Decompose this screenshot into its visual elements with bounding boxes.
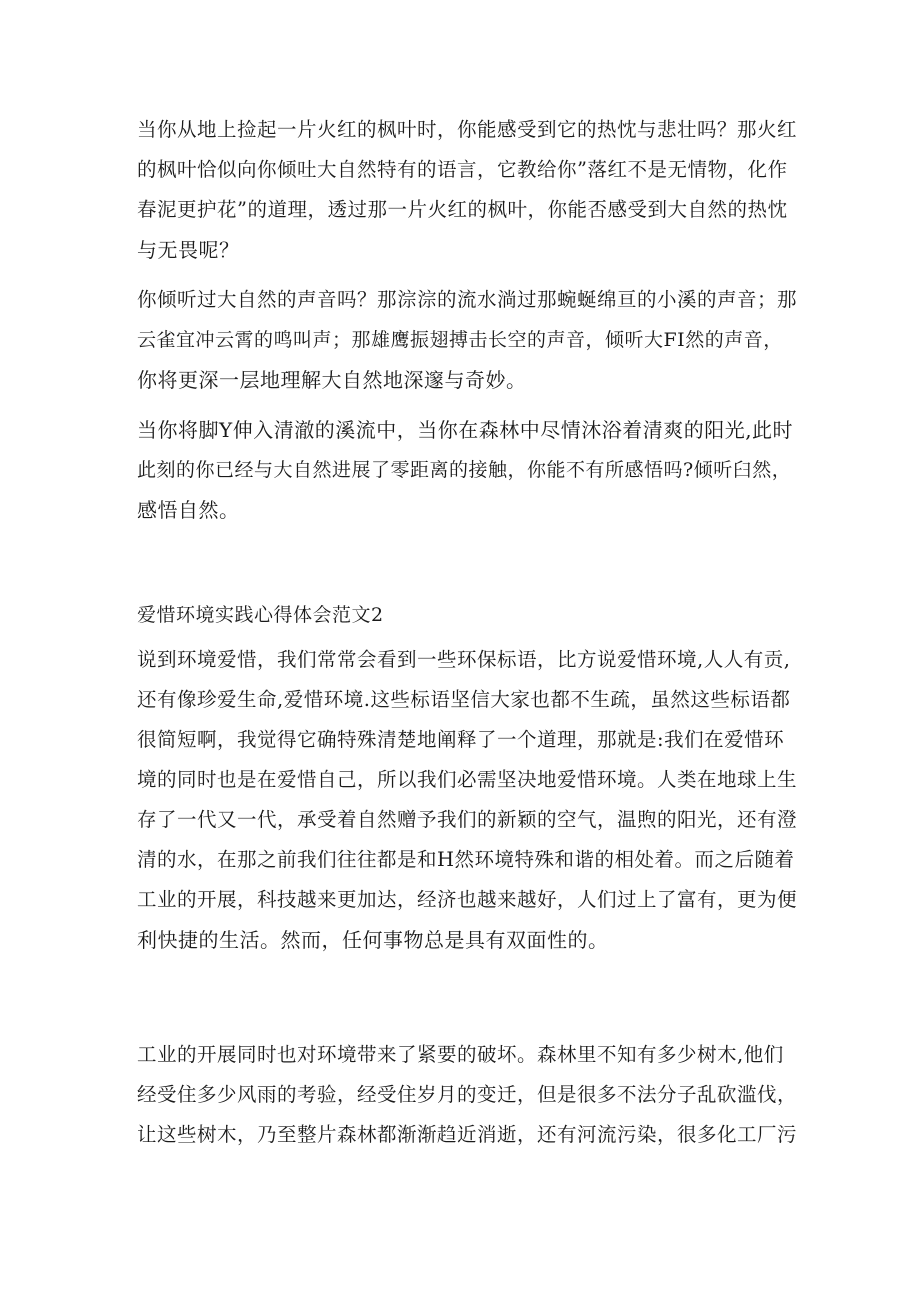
text-line: 让这些树木，乃至整片森林都渐渐趋近消逝，还有河流污染，很多化工厂污 [137,1123,798,1146]
text-line: 利快捷的生活。然而，任何事物总是具有双面性的。 [137,928,609,952]
text-line: 当你从地上捡起一片火红的枫叶时，你能感受到它的热忱与悲壮吗？那火红 [137,118,798,141]
text-line: 境的同时也是在爱惜自己，所以我们必需坚决地爱惜环境。人类在地球上生 [137,768,798,791]
paragraph-nature-sounds [137,280,797,400]
text-line: 你倾听过大自然的声音吗？那淙淙的流水淌过那蜿蜒绵亘的小溪的声音；那 [137,288,798,311]
text-line: 工业的开展，科技越来更加达，经济也越来越好，人们过上了富有，更为便 [137,888,798,911]
text-line: 感悟自然。 [137,498,240,522]
section-heading-text: 爱惜环境实践心得体会范文2 [137,604,384,626]
text-line: 你将更深一层地理解大自然地深邃与奇妙。 [137,368,527,392]
text-line: 当你将脚Y伸入清澈的溪流中，当你在森林中尽情沐浴着清爽的阳光,此时 [137,418,794,442]
paragraph-maple-leaf [137,110,797,270]
text-line: 存了一代又一代，承受着自然赠予我们的新颖的空气，温煦的阳光，还有澄 [137,808,798,831]
text-line: 春泥更护花”的道理，透过那一片火红的枫叶，你能否感受到大自然的热忱 [137,198,788,221]
text-line: 的枫叶恰似向你倾吐大自然特有的语言，它教给你”落红不是无情物，化作 [137,158,788,181]
text-line: 工业的开展同时也对环境带来了紧要的破坏。森林里不知有多少树木,他们 [137,1043,784,1066]
text-line: 很简短啊，我觉得它确特殊清楚地阐释了一个道理，那就是:我们在爱惜环 [137,728,785,751]
text-line: 还有像珍爱生命,爱惜环境.这些标语坚信大家也都不生疏，虽然这些标语都 [137,688,791,711]
section-heading [137,595,797,635]
paragraph-environment-slogans [137,640,797,960]
text-line: 经受住多少风雨的考验，经受住岁月的变迁，但是很多不法分子乱砍滥伐， [137,1083,798,1106]
text-line: 云雀宜冲云霄的鸣叫声；那雄鹰振翅搏击长空的声音，倾听大FI然的声音， [137,329,783,351]
text-line: 说到环境爱惜，我们常常会看到一些环保标语，比方说爱惜环境,人人有贡, [137,648,791,671]
text-line: 此刻的你已经与大自然进展了零距离的接触，你能不有所感悟吗?倾听臼然， [137,459,792,481]
paragraph-stream [137,410,797,530]
paragraph-industrial-damage [137,1035,797,1155]
text-line: 清的水，在那之前我们往往都是和H然环境特殊和谐的相处着。而之后随着 [137,848,795,871]
text-line: 与无畏呢？ [137,238,240,262]
